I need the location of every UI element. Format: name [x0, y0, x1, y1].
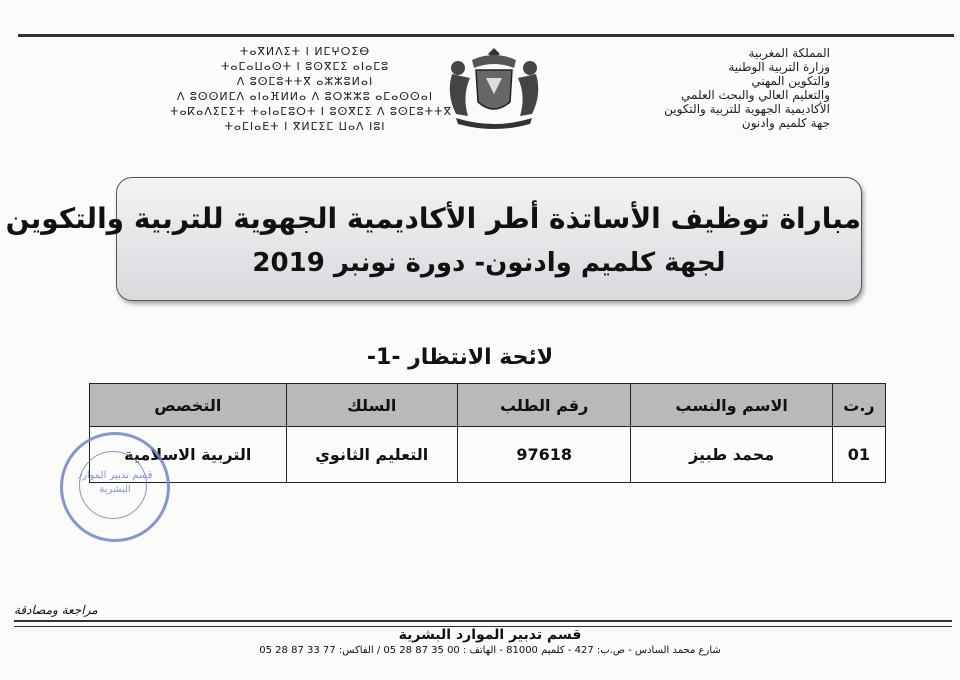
- tifinagh-line: ⵜⴰⵎⵏⴰⴹⵜ ⵏ ⴳⵍⵎⵉⵎ ⵡⴰⴷ ⵏⵓⵏ: [224, 120, 386, 133]
- royal-emblem-icon: [442, 44, 546, 130]
- header-name: الاسم والنسب: [631, 384, 833, 427]
- arabic-header-line: وزارة التربية الوطنية: [728, 60, 830, 74]
- stamp-text: قسم تدبير الموارد البشرية: [77, 470, 153, 495]
- title-main: مباراة توظيف الأساتذة أطر الأكاديمية الجهوية للتربية والتكوين: [5, 202, 861, 235]
- tifinagh-line: ⵜⴰⴽⴰⴷⵉⵎⵉⵜ ⵜⴰⵏⴰⵎⵓⵔⵜ ⵏ ⵓⵙⴳⵎⵉ ⴷ ⵓⵙⵎⵓⵜⵜⴳ: [170, 105, 452, 118]
- arabic-header: [560, 46, 830, 130]
- table-header-row: [90, 384, 886, 427]
- waiting-list-title: لائحة الانتظار -1-: [366, 345, 554, 370]
- tifinagh-line: ⴷ ⵓⵙⵙⵍⵎⴷ ⴰⵏⴰⴼⵍⵍⴰ ⴷ ⵓⵔⵣⵣⵓ ⴰⵎⴰⵙⵙⴰⵏ: [176, 90, 434, 103]
- footer-department: قسم تدبير الموارد البشرية: [398, 627, 582, 643]
- arabic-header-line: الأكاديمية الجهوية للتربية والتكوين: [664, 102, 830, 116]
- arabic-header-line: المملكة المغربية: [748, 46, 830, 60]
- results-table: [89, 383, 886, 483]
- cell-specialty: التربية الاسلامية: [90, 427, 287, 483]
- tifinagh-line: ⴷ ⵓⵙⵎⵓⵜⵜⴳ ⴰⵣⵣⵓⵍⴰⵏ: [236, 75, 374, 88]
- top-rule: [18, 34, 954, 37]
- arabic-header-line: والتكوين المهني: [751, 74, 830, 88]
- footer-note: مراجعة ومصادقة: [14, 603, 98, 617]
- footer-rule: [14, 620, 952, 627]
- tifinagh-line: ⵜⴰⴳⵍⴷⵉⵜ ⵏ ⵍⵎⵖⵔⵉⴱ: [239, 45, 371, 58]
- title-subtitle: لجهة كلميم وادنون- دورة نونبر 2019: [252, 248, 726, 278]
- title-box: [5, 177, 862, 301]
- cell-request-number: 97618: [457, 427, 630, 483]
- cell-name: محمد طبيز: [631, 427, 833, 483]
- arabic-header-line: جهة كلميم وادنون: [741, 116, 830, 130]
- cell-cycle: التعليم الثانوي: [286, 427, 457, 483]
- header-number: ر.ت: [832, 384, 885, 427]
- header-request-number: رقم الطلب: [457, 384, 630, 427]
- official-stamp: [60, 432, 170, 542]
- cell-number: 01: [832, 427, 885, 483]
- header-cycle: السلك: [286, 384, 457, 427]
- header-specialty: التخصص: [90, 384, 287, 427]
- arabic-header-line: والتعليم العالي والبحث العلمي: [681, 88, 830, 102]
- tifinagh-header: [170, 44, 452, 134]
- footer-address: شارع محمد السادس - ص.ب: 427 - كلميم 81000 - الهاتف : 00 35 87 28 05 / الفاكس: 77 33 87 28 05: [259, 645, 721, 656]
- tifinagh-line: ⵜⴰⵎⴰⵡⴰⵙⵜ ⵏ ⵓⵙⴳⵎⵉ ⴰⵏⴰⵎⵓ: [220, 60, 390, 73]
- table-row: [90, 427, 886, 483]
